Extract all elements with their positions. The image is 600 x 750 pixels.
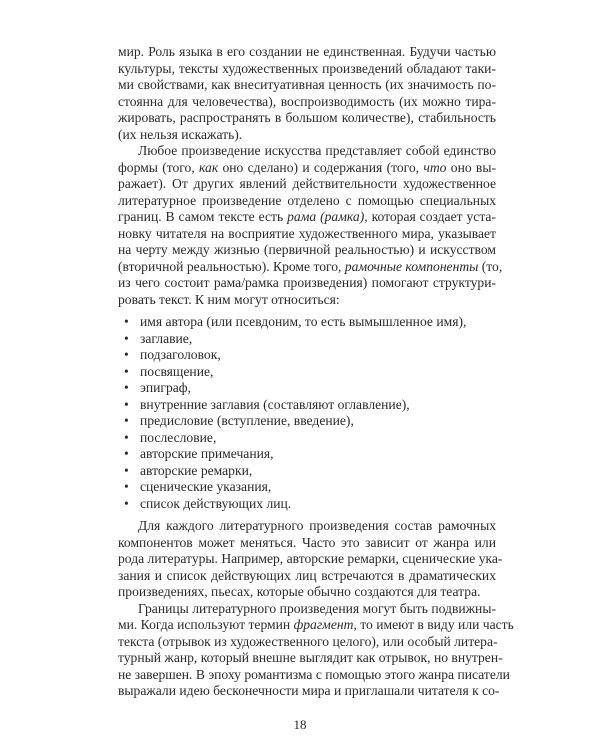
list-item-text: эпиграф,	[140, 380, 191, 395]
text-segment: новку читателя на восприятие художественного мира, указывает	[118, 225, 496, 241]
text-segment: литературное произведение отделено с помощью специальных	[118, 192, 496, 208]
list-item-text: авторские ремарки,	[140, 462, 253, 478]
text-segment: компонентов может меняться. Часто это зависит от жанра или	[118, 534, 496, 550]
paragraphs-before-list	[118, 44, 503, 308]
bullet-icon: •	[124, 413, 129, 428]
text-line	[118, 601, 496, 618]
list-item-text: послесловие,	[140, 429, 217, 445]
list-item-text: предисловие (вступление, введение),	[140, 413, 354, 428]
list-item	[118, 446, 496, 463]
text-line	[118, 94, 496, 111]
text-line	[118, 568, 496, 585]
page-number: 18	[293, 717, 307, 732]
text-line	[118, 110, 496, 127]
text-line	[118, 292, 496, 309]
list-item-text: подзаголовок,	[140, 347, 221, 362]
text-line	[118, 683, 500, 700]
paragraph	[118, 44, 496, 143]
text-line	[118, 176, 496, 193]
list-item	[118, 331, 496, 348]
text-segment: не завершен. В эпоху романтизма с помощью этого жанра писатели	[118, 666, 510, 682]
list-item	[118, 314, 496, 331]
text-segment: , которая создает уста-	[364, 209, 496, 224]
paragraphs-after-list	[118, 518, 514, 700]
text-line	[118, 160, 496, 177]
text-line	[118, 77, 496, 94]
text-line	[118, 193, 496, 210]
bullet-icon: •	[124, 429, 129, 445]
bullet-icon: •	[124, 446, 129, 461]
text-line	[118, 518, 496, 535]
text-segment: Для каждого литературного произведения состав рамочных	[138, 518, 496, 533]
text-line	[118, 535, 496, 552]
text-segment: ровать текст. К ним могут относиться:	[118, 291, 340, 307]
text-segment: (их нельзя искажать).	[118, 126, 243, 142]
list-item	[118, 380, 496, 397]
text-line	[118, 127, 496, 144]
text-segment: рода литературы. Например, авторские ремарки, сценические ука-	[118, 551, 503, 566]
italic-term: что	[423, 159, 447, 175]
text-line	[118, 44, 496, 61]
list-item	[118, 496, 496, 513]
bullet-icon: •	[124, 347, 129, 362]
bullet-icon: •	[124, 314, 129, 329]
text-segment: ми. Когда используют термин	[118, 617, 294, 632]
list-item	[118, 347, 496, 364]
list-item-text: имя автора (или псевдоним, то есть вымышленное имя),	[140, 314, 467, 329]
text-segment: оно вы-	[446, 159, 496, 175]
bullet-icon: •	[124, 495, 129, 511]
text-segment: , то имеют в виду или часть	[353, 617, 514, 632]
text-segment: Любое произведение искусства представляет собой единство	[138, 143, 496, 158]
paragraph	[118, 518, 503, 601]
text-segment: турный жанр, который внешне выглядит как отрывок, но внутрен-	[118, 650, 503, 665]
bullet-icon: •	[124, 363, 129, 379]
text-segment: на черту между жизнью (первичной реальностью) и искусством	[118, 242, 496, 257]
bullet-icon: •	[124, 462, 129, 478]
list-item	[118, 430, 496, 447]
text-line	[118, 242, 496, 259]
text-line	[118, 666, 510, 684]
text-line	[118, 226, 496, 243]
text-segment: границ. В самом тексте есть	[118, 209, 288, 224]
list-item-text: список действующих лиц.	[140, 495, 292, 511]
text-segment: Границы литературного произведения могут быть подвижны-	[138, 600, 496, 616]
text-segment: (то,	[478, 258, 503, 274]
text-line	[118, 634, 496, 651]
text-segment: (вторичной реальностью). Кроме того,	[118, 258, 345, 274]
list-item	[118, 397, 496, 414]
list-item-text: сценические указания,	[140, 479, 272, 494]
list-item-text: авторские примечания,	[140, 446, 274, 461]
italic-term: рамочные компоненты	[344, 258, 479, 274]
bullet-icon: •	[124, 479, 129, 494]
text-segment: ми свойствами, как внеситуативная ценность (их значимость по-	[118, 77, 496, 92]
bullet-icon: •	[124, 396, 129, 412]
text-line	[118, 650, 503, 667]
text-line	[118, 143, 496, 160]
text-line	[118, 551, 503, 568]
text-segment: формы (того,	[118, 159, 200, 175]
italic-term: рама (рамка)	[287, 209, 365, 224]
list-item	[118, 413, 496, 430]
bullet-icon: •	[124, 330, 129, 346]
list-item-text: заглавие,	[140, 330, 193, 346]
list-item	[118, 364, 496, 381]
text-segment: выражали идею бесконечности мира и приглашали читателя к со-	[118, 683, 500, 698]
text-segment: зания и список действующих лиц встречаются в драматических	[118, 567, 496, 583]
paragraph	[118, 143, 503, 308]
list-item-text: внутренние заглавия (составляют оглавление),	[140, 396, 410, 412]
text-segment: жировать, распространять в большом количестве), стабильность	[118, 110, 496, 125]
text-line	[118, 61, 496, 78]
list-item	[118, 479, 496, 496]
text-segment: мир. Роль языка в его создании не единственная. Будучи частью	[118, 44, 496, 59]
italic-term: как	[199, 159, 219, 175]
text-segment: текста (отрывок из художественного целого), или особый литера-	[118, 633, 498, 649]
text-segment: стоянна для человечества), воспроизводимость (их можно тира-	[118, 93, 496, 109]
frame-components-list	[118, 314, 496, 512]
text-line	[118, 275, 496, 292]
list-item	[118, 463, 496, 480]
text-segment: ражает). От других явлений действительности художественное	[118, 176, 496, 191]
text-line	[118, 617, 514, 634]
text-segment: из чего состоит рама/рамка произведения) помогают структури-	[118, 275, 496, 290]
paragraph	[118, 600, 514, 700]
text-line	[118, 209, 496, 226]
text-segment: оно сделано) и содержания (того,	[218, 159, 424, 175]
text-line	[118, 258, 503, 276]
italic-term: фрагмент	[293, 617, 354, 632]
text-line	[118, 584, 496, 601]
text-segment: произведениях, пьесах, которые обычно создаются для театра.	[118, 584, 481, 599]
bullet-icon: •	[124, 380, 129, 395]
page-body	[118, 44, 514, 700]
text-segment: культуры, тексты художественных произведений обладают таки-	[118, 60, 496, 76]
list-item-text: посвящение,	[140, 363, 214, 379]
